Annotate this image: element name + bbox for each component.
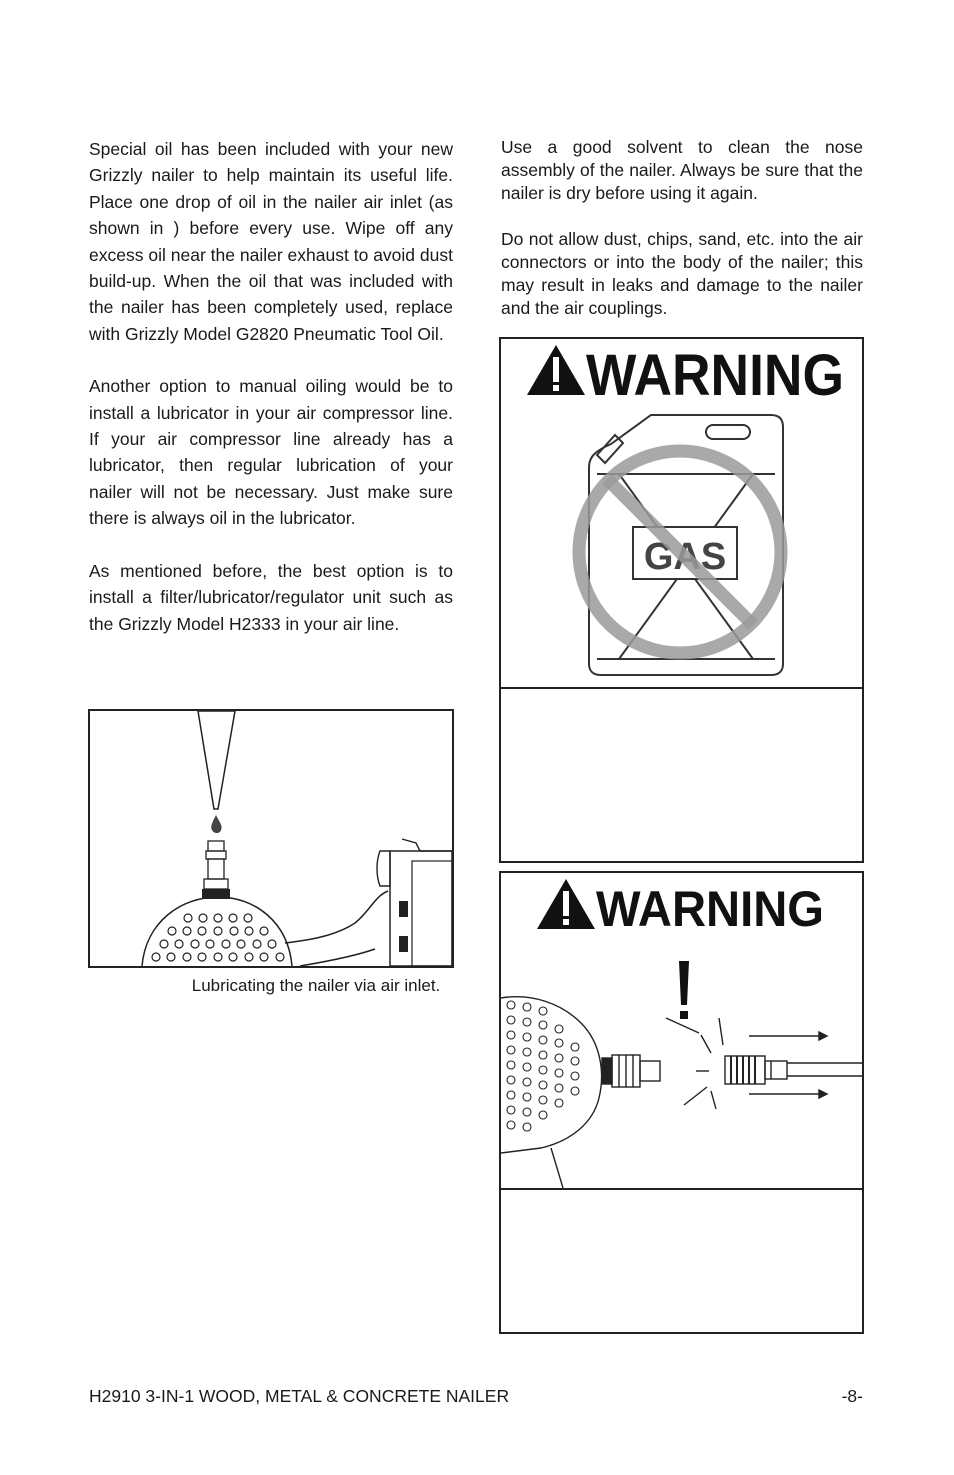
air-fitting-icon [602, 1055, 660, 1087]
paragraph-solvent: Use a good solvent to clean the nose assembly of the nailer. Always be sure that the nailer is dry before using it again. [501, 137, 863, 203]
nailer-cap-icon [501, 997, 602, 1188]
page-number: -8- [841, 1386, 863, 1406]
warning-triangle-icon [527, 345, 585, 395]
warning-header-air [501, 873, 862, 1188]
spark-lines [666, 1018, 723, 1109]
warning-header-gasoline [501, 339, 862, 687]
warning-heading: WARNING [586, 343, 844, 408]
warning-triangle-icon [537, 879, 595, 929]
warning-box-gasoline [499, 337, 864, 863]
warning-heading: WARNING [596, 881, 824, 937]
figure-caption: Lubricating the nailer via air inlet. [191, 976, 441, 995]
left-column [89, 136, 453, 663]
warning-divider [501, 687, 862, 689]
hose-coupler-icon [725, 1032, 862, 1098]
gas-label: GAS [643, 536, 727, 578]
paragraph-lubricator: Another option to manual oiling would be to install a lubricator in your air compressor line. If your air compressor line already has a lubricator, then regular lubrication of your nailer will not be necessary. Just make sure there is always oil in the lubricator. [89, 376, 453, 529]
lubrication-figure [88, 709, 454, 968]
prohibition-icon [579, 451, 781, 653]
paragraph-dust: Do not allow dust, chips, sand, etc. into the air connectors or into the body of the nailer; this may result in leaks and damage to the nailer and the air couplings. [501, 229, 863, 318]
warning-divider [501, 1188, 862, 1190]
paragraph-best-option: As mentioned before, the best option is to install a filter/lubricator/regulator unit such as the Grizzly Model H2333 in your air line. [89, 560, 453, 634]
footer-title: H2910 3-IN-1 WOOD, METAL & CONCRETE NAILER [89, 1386, 510, 1406]
paragraph-oil: Special oil has been included with your new Grizzly nailer to help maintain its useful life. Place one drop of oil in the nailer air inlet (as shown in ) before every use. Wipe off any excess oil near the nailer exhaust to avoid dust build-up. When the oil that was included with the nailer has been completely used, replace with Grizzly Model G2820 Pneumatic Tool Oil. [89, 139, 453, 344]
right-column [501, 136, 863, 343]
exclamation-icon [679, 961, 689, 1019]
oil-drop-illustration [90, 711, 452, 966]
warning-box-air [499, 871, 864, 1334]
